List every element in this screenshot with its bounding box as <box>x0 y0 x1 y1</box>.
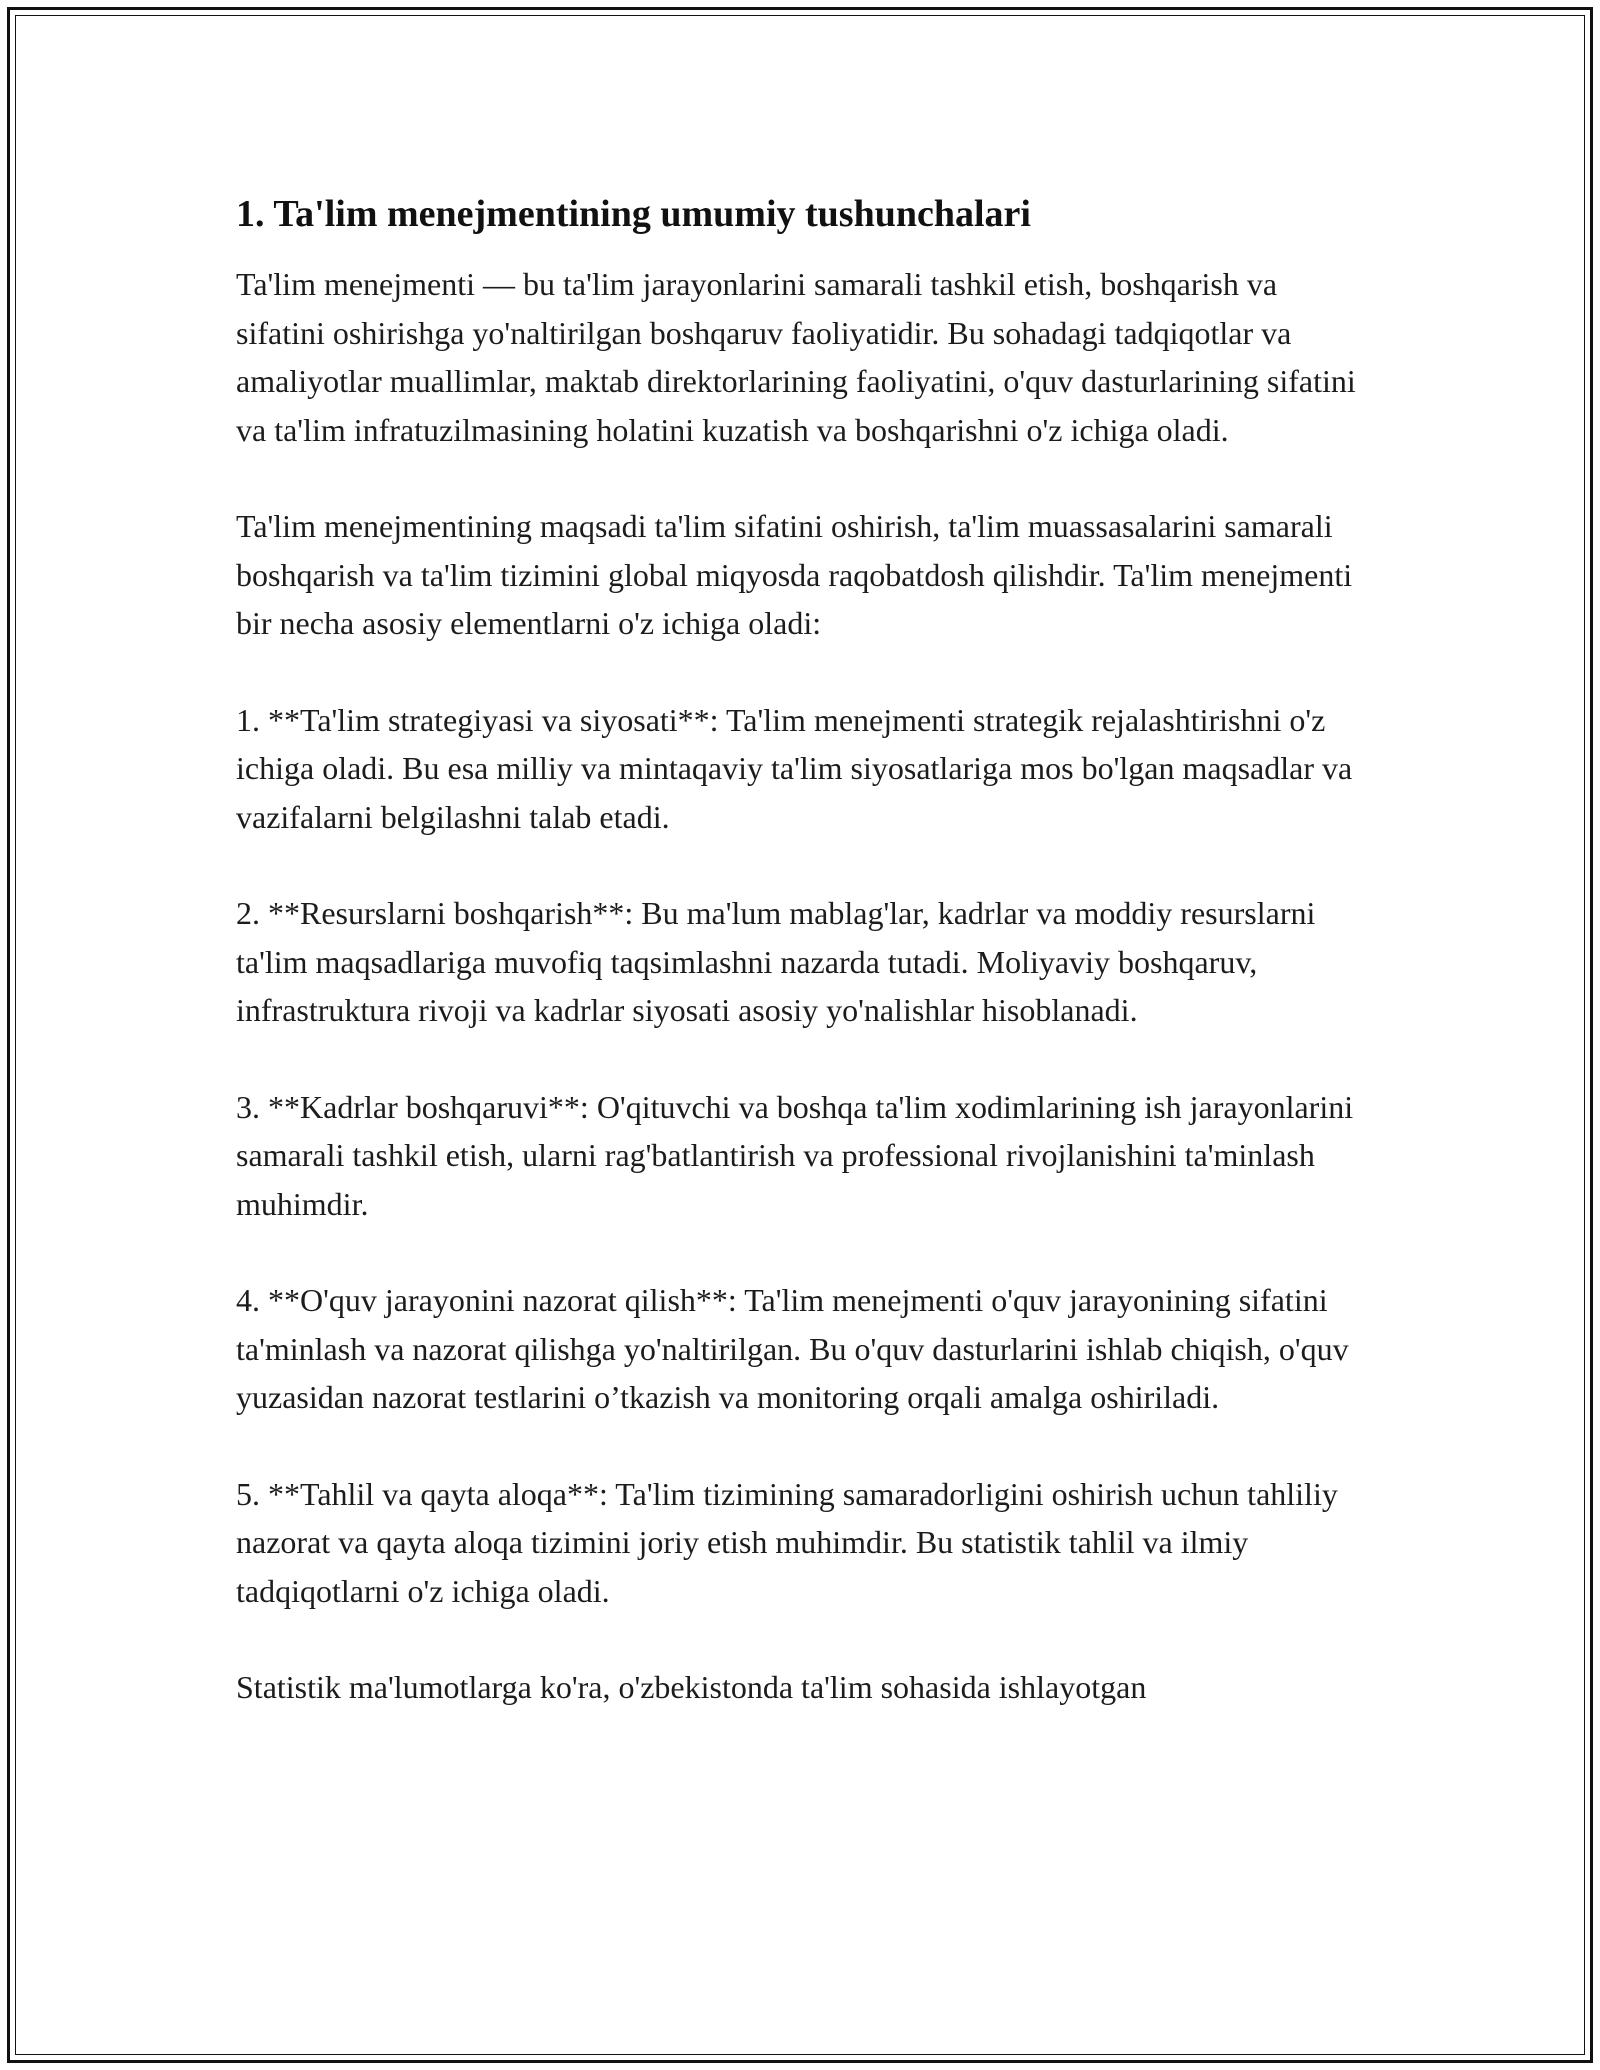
paragraph-goal: Ta'lim menejmentining maqsadi ta'lim sifatini oshirish, ta'lim muassasalarini samarali boshqarish va ta'lim tizimini global miqyosda raqobatdosh qilishdir. Ta'lim menejmenti bir necha asosiy elementlarni o'z ichiga oladi: <box>236 508 1353 641</box>
list-item-analysis: 5. **Tahlil va qayta aloqa**: Ta'lim tizimining samaradorligini oshirish uchun tahliliy nazorat va qayta aloqa tizimini joriy etish muhimdir. Bu statistik tahlil va ilmiy tadqiqotlarni o'z ichiga oladi. <box>236 1475 1338 1609</box>
section-title: 1. Ta'lim menejmentining umumiy tushunchalari <box>236 193 1031 235</box>
list-item-personnel: 3. **Kadrlar boshqaruvi**: O'qituvchi va boshqa ta'lim xodimlarining ish jarayonlarini samarali tashkil etish, ularni rag'batlantirish va professional rivojlanishini ta'minlash muhimdir. <box>236 1088 1354 1222</box>
paragraph-definition: Ta'lim menejmenti — bu ta'lim jarayonlarini samarali tashkil etish, boshqarish va sifatini oshirishga yo'naltirilgan boshqaruv faoliyatidir. Bu sohadagi tadqiqotlar va amaliyotlar muallimlar, maktab direktorlarining faoliyatini, o'quv dasturlarining sifatini va ta'lim infratuzilmasining holatini kuzatish va boshqarishni o'z ichiga oladi. <box>236 266 1356 448</box>
document-body <box>236 188 1366 1712</box>
list-item-process-control: 4. **O'quv jarayonini nazorat qilish**: Ta'lim menejmenti o'quv jarayonining sifatini ta'minlash va nazorat qilishga yo'naltirilgan. Bu o'quv dasturlarini ishlab chiqish, o'quv yuzasidan nazorat testlarini o’tkazish va monitoring orqali amalga oshiriladi. <box>236 1282 1349 1415</box>
paragraph-statistics: Statistik ma'lumotlarga ko'ra, o'zbekistonda ta'lim sohasida ishlayotgan <box>236 1669 1147 1705</box>
list-item-resources: 2. **Resurslarni boshqarish**: Bu ma'lum mablag'lar, kadrlar va moddiy resurslarni ta'lim maqsadlariga muvofiq taqsimlashni nazarda tutadi. Moliyaviy boshqaruv, infrastruktura rivoji va kadrlar siyosati asosiy yo'nalishlar hisoblanadi. <box>236 895 1316 1028</box>
list-item-strategy: 1. **Ta'lim strategiyasi va siyosati**: Ta'lim menejmenti strategik rejalashtirishni o'z ichiga oladi. Bu esa milliy va mintaqaviy ta'lim siyosatlariga mos bo'lgan maqsadlar va vazifalarni belgilashni talab etadi. <box>236 701 1353 835</box>
